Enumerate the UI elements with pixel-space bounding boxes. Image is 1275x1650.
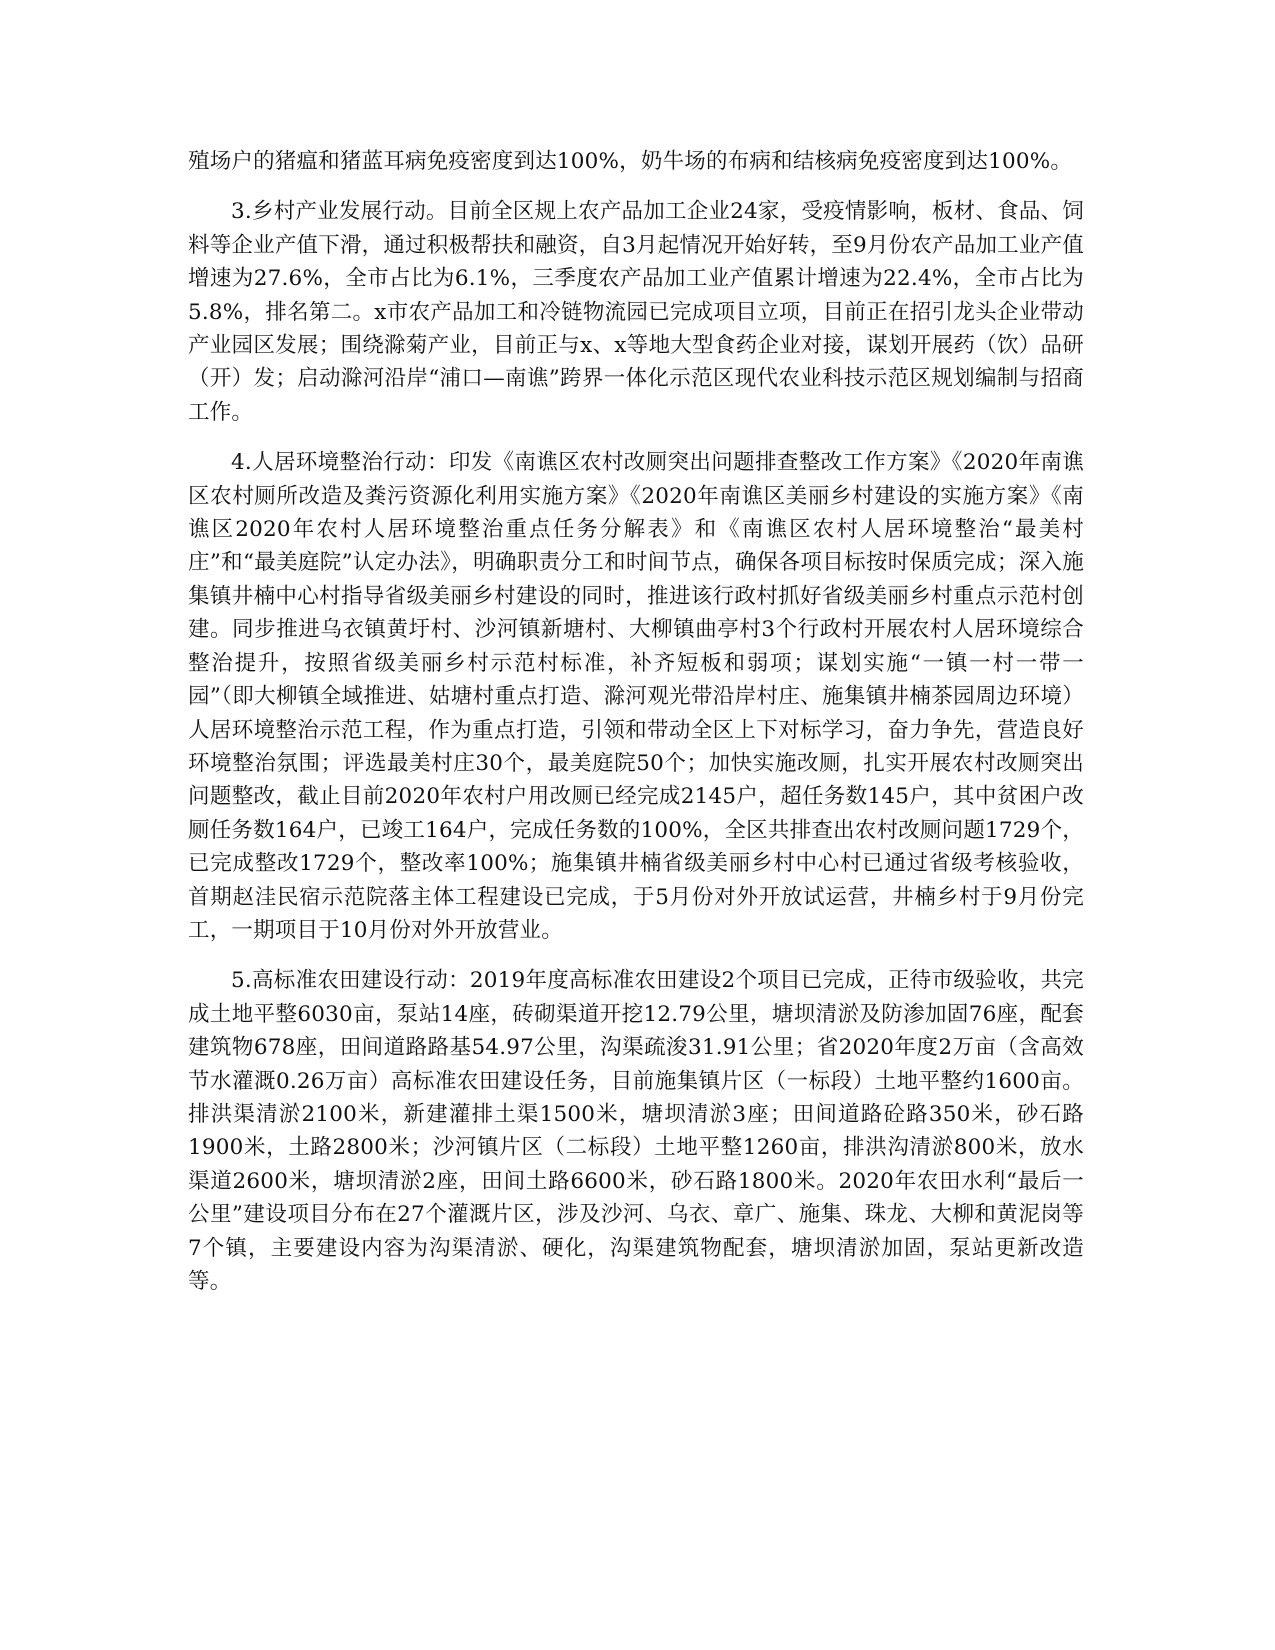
paragraph-farmland-construction: 5.高标准农田建设行动：2019年度高标准农田建设2个项目已完成，正待市级验收，共完成土地平整6030亩，泵站14座，砖砌渠道开挖12.79公里，塘坝清淤及防渗加固76座，配套建筑物678座，田间道路路基54.97公里，沟渠疏浚31.91公里；省2020年度2万亩（含高效节水灌溉0.26万亩）高标准农田建设任务，目前施集镇片区（一标段）土地平整约1600亩。排洪渠清淤2100米，新建灌排土渠1500米，塘坝清淤3座；田间道路砼路350米，砂石路1900米，土路2800米；沙河镇片区（二标段）土地平整1260亩，排洪沟清淤800米，放水渠道2600米，塘坝清淤2座，田间土路6600米，砂石路1800米。2020年农田水利“最后一公里”建设项目分布在27个灌溉片区，涉及沙河、乌衣、章广、施集、珠龙、大柳和黄泥岗等7个镇，主要建设内容为沟渠清淤、硬化，沟渠建筑物配套，塘坝清淤加固，泵站更新改造等。 <box>188 968 1084 1294</box>
paragraph-rural-industry: 3.乡村产业发展行动。目前全区规上农产品加工企业24家，受疫情影响，板材、食品、饲料等企业产值下滑，通过积极帮扶和融资，自3月起情况开始好转，至9月份农产品加工业产值增速为27.6%，全市占比为6.1%，三季度农产品加工业产值累计增速为22.4%，全市占比为5.8%，排名第二。x市农产品加工和冷链物流园已完成项目立项，目前正在招引龙头企业带动产业园区发展；围绕滁菊产业，目前正与x、x等地大型食药企业对接，谋划开展药（饮）品研（开）发；启动滁河沿岸“浦口—南谯”跨界一体化示范区现代农业科技示范区规划编制与招商工作。 <box>188 199 1084 425</box>
paragraph-continuation: 殖场户的猪瘟和猪蓝耳病免疫密度到达100%，奶牛场的布病和结核病免疫密度到达100%。 <box>188 149 1073 174</box>
document-body <box>188 145 1084 1315</box>
paragraph-living-environment: 4.人居环境整治行动：印发《南谯区农村改厕突出问题排查整改工作方案》《2020年南谯区农村厕所改造及粪污资源化利用实施方案》《2020年南谯区美丽乡村建设的实施方案》《南谯区2020年农村人居环境整治重点任务分解表》和《南谯区农村人居环境整治“最美村庄”和“最美庭院”认定办法》，明确职责分工和时间节点，确保各项目标按时保质完成；深入施集镇井楠中心村指导省级美丽乡村建设的同时，推进该行政村抓好省级美丽乡村重点示范村创建。同步推进乌衣镇黄圩村、沙河镇新塘村、大柳镇曲亭村3个行政村开展农村人居环境综合整治提升，按照省级美丽乡村示范村标准，补齐短板和弱项；谋划实施“一镇一村一带一园”（即大柳镇全域推进、姑塘村重点打造、滁河观光带沿岸村庄、施集镇井楠茶园周边环境）人居环境整治示范工程，作为重点打造，引领和带动全区上下对标学习，奋力争先，营造良好环境整治氛围；评选最美村庄30个，最美庭院50个；加快实施改厕，扎实开展农村改厕突出问题整改，截止目前2020年农村户用改厕已经完成2145户，超任务数145户，其中贫困户改厕任务数164户，已竣工164户，完成任务数的100%，全区共排查出农村改厕问题1729个，已完成整改1729个，整改率100%；施集镇井楠省级美丽乡村中心村已通过省级考核验收，首期赵洼民宿示范院落主体工程建设已完成，于5月份对外开放试运营，井楠乡村于9月份完工，一期项目于10月份对外开放营业。 <box>188 450 1084 943</box>
